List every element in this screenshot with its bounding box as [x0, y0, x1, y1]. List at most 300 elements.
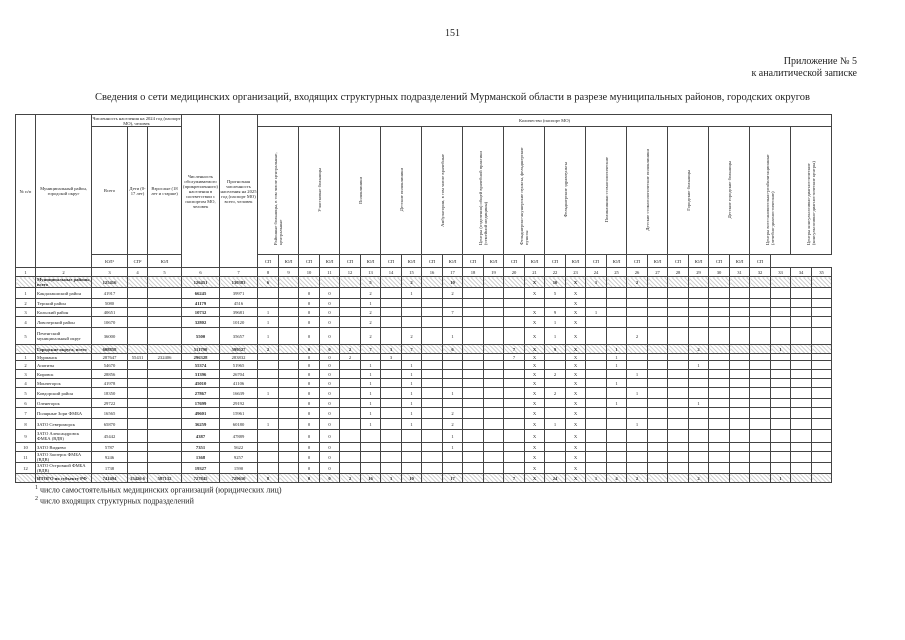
column-number: 2: [36, 268, 92, 277]
table-cell: [648, 288, 668, 299]
table-cell: [750, 277, 771, 288]
table-cell: [128, 443, 148, 452]
table-cell: [750, 399, 771, 408]
table-cell: X: [566, 399, 586, 408]
table-cell: [148, 370, 182, 379]
table-cell: [689, 463, 709, 474]
table-cell: 11: [16, 452, 36, 463]
table-cell: [463, 443, 484, 452]
table-cell: [607, 328, 627, 345]
table-cell: [668, 463, 689, 474]
table-cell: [586, 388, 607, 399]
table-cell: [128, 328, 148, 345]
table-cell: 6: [258, 277, 279, 288]
table-cell: 49601: [182, 408, 220, 419]
table-cell: [730, 345, 750, 354]
table-cell: [484, 463, 504, 474]
table-cell: [607, 317, 627, 328]
table-cell: 1: [16, 354, 36, 361]
header-sp: СП: [586, 255, 607, 268]
table-cell: [402, 443, 422, 452]
table-cell: X: [525, 379, 545, 388]
table-row: [16, 443, 832, 452]
table-cell: 1: [607, 399, 627, 408]
table-cell: X: [525, 370, 545, 379]
table-cell: [484, 370, 504, 379]
table-cell: [422, 277, 443, 288]
table-cell: [730, 354, 750, 361]
table-cell: [689, 452, 709, 463]
table-cell: [791, 443, 812, 452]
table-cell: X: [566, 379, 586, 388]
table-cell: 3: [381, 474, 402, 483]
table-cell: [463, 419, 484, 430]
table-cell: [668, 452, 689, 463]
column-number: 23: [566, 268, 586, 277]
table-cell: 4387: [182, 430, 220, 443]
header-type-label: Детские поликлиники: [398, 168, 404, 212]
table-cell: [791, 430, 812, 443]
header-sp: СП: [709, 255, 730, 268]
table-cell: 8: [258, 474, 279, 483]
table-cell: 1: [545, 328, 566, 345]
table-cell: [812, 463, 832, 474]
table-cell: [402, 354, 422, 361]
table-cell: [443, 452, 463, 463]
table-cell: [545, 354, 566, 361]
table-cell: [484, 388, 504, 399]
table-cell: 9: [545, 308, 566, 317]
table-cell: 587132: [148, 474, 182, 483]
table-cell: [258, 430, 279, 443]
table-cell: [627, 408, 648, 419]
table-row: [16, 345, 832, 354]
table-cell: 24: [545, 474, 566, 483]
table-cell: 1: [545, 317, 566, 328]
table-cell: 1: [586, 308, 607, 317]
header-type-label: Детские стоматологические поликлиники: [644, 149, 650, 231]
table-cell: [791, 388, 812, 399]
table-cell: [484, 317, 504, 328]
district-name: ИТОГО по субъекту РФ: [36, 474, 92, 483]
table-cell: [791, 474, 812, 483]
table-cell: [627, 463, 648, 474]
table-cell: 1: [361, 370, 381, 379]
column-number: 16: [422, 268, 443, 277]
table-cell: [258, 361, 279, 370]
table-cell: [16, 474, 36, 483]
table-cell: 66245: [182, 288, 220, 299]
table-cell: [668, 443, 689, 452]
table-cell: [128, 419, 148, 430]
table-cell: [730, 288, 750, 299]
header-type: [709, 127, 750, 255]
table-cell: [422, 388, 443, 399]
header-sp: СП: [750, 255, 771, 268]
table-cell: [128, 370, 148, 379]
table-cell: [381, 452, 402, 463]
table-cell: 3: [16, 308, 36, 317]
table-cell: [279, 452, 299, 463]
table-cell: 1: [16, 288, 36, 299]
table-cell: [627, 288, 648, 299]
table-cell: [586, 379, 607, 388]
table-cell: [381, 463, 402, 474]
table-cell: [586, 399, 607, 408]
table-cell: [148, 408, 182, 419]
header-type: [299, 127, 340, 255]
appendix-line-2: к аналитической записке: [751, 68, 857, 79]
header-type-label: Фельдшерские здравпункты: [562, 162, 568, 218]
table-cell: [279, 328, 299, 345]
table-cell: [709, 430, 730, 443]
table-cell: [422, 317, 443, 328]
table-cell: [422, 463, 443, 474]
header-district: Муниципальный район, городской округ: [36, 115, 92, 268]
table-cell: 1: [361, 399, 381, 408]
table-cell: [402, 452, 422, 463]
table-cell: [750, 370, 771, 379]
table-cell: [771, 317, 791, 328]
table-cell: 7: [361, 345, 381, 354]
table-cell: 0: [320, 354, 340, 361]
table-cell: [279, 345, 299, 354]
district-name: Кольский район: [36, 308, 92, 317]
table-cell: 1: [361, 299, 381, 308]
table-cell: [730, 408, 750, 419]
table-cell: [730, 299, 750, 308]
table-cell: [148, 430, 182, 443]
table-cell: 741494: [92, 474, 128, 483]
table-cell: [627, 399, 648, 408]
table-cell: [402, 299, 422, 308]
table-cell: [586, 288, 607, 299]
table-cell: [279, 463, 299, 474]
table-cell: 6: [443, 345, 463, 354]
table-cell: 1: [361, 419, 381, 430]
table-cell: [484, 379, 504, 388]
header-type-label: Городские больницы: [685, 169, 691, 211]
table-cell: [730, 474, 750, 483]
column-number: 8: [258, 268, 279, 277]
district-name: Кандалакшский район: [36, 288, 92, 299]
table-cell: 1: [258, 419, 279, 430]
table-cell: 1: [258, 328, 279, 345]
table-cell: [812, 388, 832, 399]
header-yul: ЮЛ: [607, 255, 627, 268]
table-cell: X: [566, 463, 586, 474]
table-cell: [422, 361, 443, 370]
header-type: [258, 127, 299, 255]
table-cell: [586, 354, 607, 361]
table-cell: [463, 308, 484, 317]
table-cell: [730, 430, 750, 443]
table-cell: 2: [361, 288, 381, 299]
table-cell: [422, 354, 443, 361]
table-cell: [812, 328, 832, 345]
table-cell: [340, 452, 361, 463]
appendix-caption: [751, 56, 857, 80]
table-cell: [730, 379, 750, 388]
table-cell: [730, 277, 750, 288]
table-cell: [627, 308, 648, 317]
table-cell: X: [525, 443, 545, 452]
table-cell: [709, 408, 730, 419]
column-number: 35: [812, 268, 832, 277]
table-cell: [504, 379, 525, 388]
table-cell: [648, 474, 668, 483]
table-cell: [607, 419, 627, 430]
column-number: 14: [381, 268, 402, 277]
table-cell: 1: [361, 379, 381, 388]
table-cell: 0: [320, 452, 340, 463]
table-cell: 31396: [182, 370, 220, 379]
table-cell: 727845: [182, 474, 220, 483]
table-row: [16, 430, 832, 443]
table-cell: [668, 430, 689, 443]
table-cell: [463, 345, 484, 354]
column-number: 7: [220, 268, 258, 277]
table-cell: [709, 463, 730, 474]
district-name: Терский район: [36, 299, 92, 308]
table-cell: 0: [299, 463, 320, 474]
district-name: Апатиты: [36, 361, 92, 370]
table-cell: [709, 388, 730, 399]
table-row: [16, 463, 832, 474]
table-cell: [668, 354, 689, 361]
table-cell: 7: [504, 474, 525, 483]
table-cell: 1: [443, 388, 463, 399]
table-cell: [771, 430, 791, 443]
table-cell: [812, 354, 832, 361]
table-cell: 1: [402, 408, 422, 419]
table-cell: 1: [402, 379, 422, 388]
district-name: Полярные Зори ФМБА: [36, 408, 92, 419]
table-row: [16, 388, 832, 399]
column-number: 21: [525, 268, 545, 277]
table-row: [16, 288, 832, 299]
table-cell: 10: [16, 443, 36, 452]
table-cell: [504, 308, 525, 317]
table-cell: 1: [402, 370, 422, 379]
table-cell: 1: [402, 288, 422, 299]
table-cell: 0: [320, 419, 340, 430]
table-cell: 2: [443, 288, 463, 299]
table-cell: X: [525, 354, 545, 361]
table-cell: [750, 354, 771, 361]
district-name: Оленегорск: [36, 399, 92, 408]
table-cell: 2: [258, 345, 279, 354]
table-cell: 1: [443, 443, 463, 452]
table-cell: [258, 399, 279, 408]
header-sp: СП: [627, 255, 648, 268]
header-num: № п/п: [16, 115, 36, 268]
table-cell: [812, 299, 832, 308]
table-cell: 126451: [182, 277, 220, 288]
table-cell: 5: [545, 288, 566, 299]
table-cell: 1: [402, 388, 422, 399]
table-cell: [402, 308, 422, 317]
table-cell: X: [525, 474, 545, 483]
column-number: 27: [648, 268, 668, 277]
column-number: 24: [586, 268, 607, 277]
table-cell: X: [566, 388, 586, 399]
table-cell: 0: [320, 317, 340, 328]
table-cell: [340, 419, 361, 430]
table-cell: 60180: [220, 419, 258, 430]
table-cell: 7: [504, 354, 525, 361]
table-cell: 4516: [220, 299, 258, 308]
table-cell: 1: [627, 419, 648, 430]
table-cell: [381, 419, 402, 430]
table-cell: X: [525, 345, 545, 354]
table-cell: [381, 370, 402, 379]
district-name: Ковдорский район: [36, 388, 92, 399]
table-cell: 5: [361, 277, 381, 288]
column-number: 33: [771, 268, 791, 277]
table-cell: 45442: [92, 430, 128, 443]
table-cell: [279, 388, 299, 399]
header-type: [381, 127, 422, 255]
table-cell: [545, 430, 566, 443]
table-cell: [812, 345, 832, 354]
header-sp: СП: [504, 255, 525, 268]
table-cell: [340, 308, 361, 317]
table-cell: 3: [16, 370, 36, 379]
table-cell: [709, 277, 730, 288]
table-cell: 1368: [182, 452, 220, 463]
header-yul: ЮЛ: [730, 255, 750, 268]
table-cell: [771, 361, 791, 370]
table-cell: [148, 463, 182, 474]
table-cell: [730, 399, 750, 408]
table-row: [16, 317, 832, 328]
table-cell: 0: [320, 443, 340, 452]
table-cell: [689, 277, 709, 288]
table-cell: [402, 430, 422, 443]
header-population: Численность населения на 2024 год (паспорт МО), человек: [92, 115, 181, 126]
table-cell: [504, 443, 525, 452]
header-count-group: Количество (паспорт МО): [258, 115, 832, 127]
header-sp: СП: [668, 255, 689, 268]
table-cell: [484, 361, 504, 370]
header-type: [668, 127, 709, 255]
column-number: 11: [320, 268, 340, 277]
table-cell: 1: [258, 317, 279, 328]
table-cell: [750, 408, 771, 419]
table-cell: 1: [443, 328, 463, 345]
table-cell: [545, 299, 566, 308]
table-cell: [340, 408, 361, 419]
table-cell: 0: [299, 452, 320, 463]
header-type: [586, 127, 627, 255]
table-cell: [504, 408, 525, 419]
table-cell: 2: [545, 370, 566, 379]
table-cell: [16, 277, 36, 288]
table-cell: X: [525, 308, 545, 317]
table-cell: [791, 370, 812, 379]
table-cell: [689, 443, 709, 452]
table-cell: [709, 308, 730, 317]
table-cell: [443, 399, 463, 408]
table-cell: X: [525, 277, 545, 288]
table-cell: 15961: [220, 408, 258, 419]
table-cell: [771, 277, 791, 288]
header-type-label: Центры консультативно-диагностические (консультативно-диагностические центры): [806, 161, 817, 245]
table-cell: [648, 443, 668, 452]
table-cell: [463, 430, 484, 443]
table-cell: [709, 474, 730, 483]
table-cell: [148, 361, 182, 370]
table-cell: [279, 277, 299, 288]
table-cell: 10: [402, 474, 422, 483]
column-number: 32: [750, 268, 771, 277]
table-cell: 0: [299, 354, 320, 361]
table-cell: [689, 288, 709, 299]
table-cell: 2: [402, 328, 422, 345]
table-cell: [258, 379, 279, 388]
table-cell: [607, 308, 627, 317]
table-cell: 15426 6: [128, 474, 148, 483]
table-cell: [771, 452, 791, 463]
table-cell: [771, 419, 791, 430]
table-cell: [484, 299, 504, 308]
header-sp: СП: [340, 255, 361, 268]
column-number: 9: [279, 268, 299, 277]
table-cell: 1: [258, 388, 279, 399]
column-number: 30: [709, 268, 730, 277]
table-cell: 16: [361, 474, 381, 483]
table-cell: [258, 288, 279, 299]
table-row: [16, 361, 832, 370]
table-cell: [586, 452, 607, 463]
table-cell: [484, 430, 504, 443]
table-cell: [771, 388, 791, 399]
table-cell: 4: [16, 317, 36, 328]
table-cell: [586, 443, 607, 452]
table-cell: X: [566, 288, 586, 299]
table-cell: X: [566, 345, 586, 354]
table-cell: 1: [402, 419, 422, 430]
table-cell: [791, 452, 812, 463]
table-cell: [422, 299, 443, 308]
table-cell: 2: [443, 408, 463, 419]
table-cell: [812, 379, 832, 388]
table-row: [16, 299, 832, 308]
table-cell: X: [566, 354, 586, 361]
table-cell: [607, 430, 627, 443]
column-number: 20: [504, 268, 525, 277]
table-cell: 40651: [92, 308, 128, 317]
table-cell: X: [525, 430, 545, 443]
table-cell: 1738: [92, 463, 128, 474]
table-cell: [484, 474, 504, 483]
table-cell: 26704: [220, 370, 258, 379]
table-row: [16, 308, 832, 317]
table-cell: [484, 345, 504, 354]
table-cell: [648, 308, 668, 317]
table-cell: [791, 419, 812, 430]
column-number: 3: [92, 268, 128, 277]
table-row: [16, 408, 832, 419]
table-cell: [443, 379, 463, 388]
table-cell: 608858: [92, 345, 128, 354]
table-cell: X: [566, 317, 586, 328]
table-cell: [504, 399, 525, 408]
table-cell: 27867: [182, 388, 220, 399]
table-cell: 5: [16, 388, 36, 399]
table-cell: [484, 328, 504, 345]
